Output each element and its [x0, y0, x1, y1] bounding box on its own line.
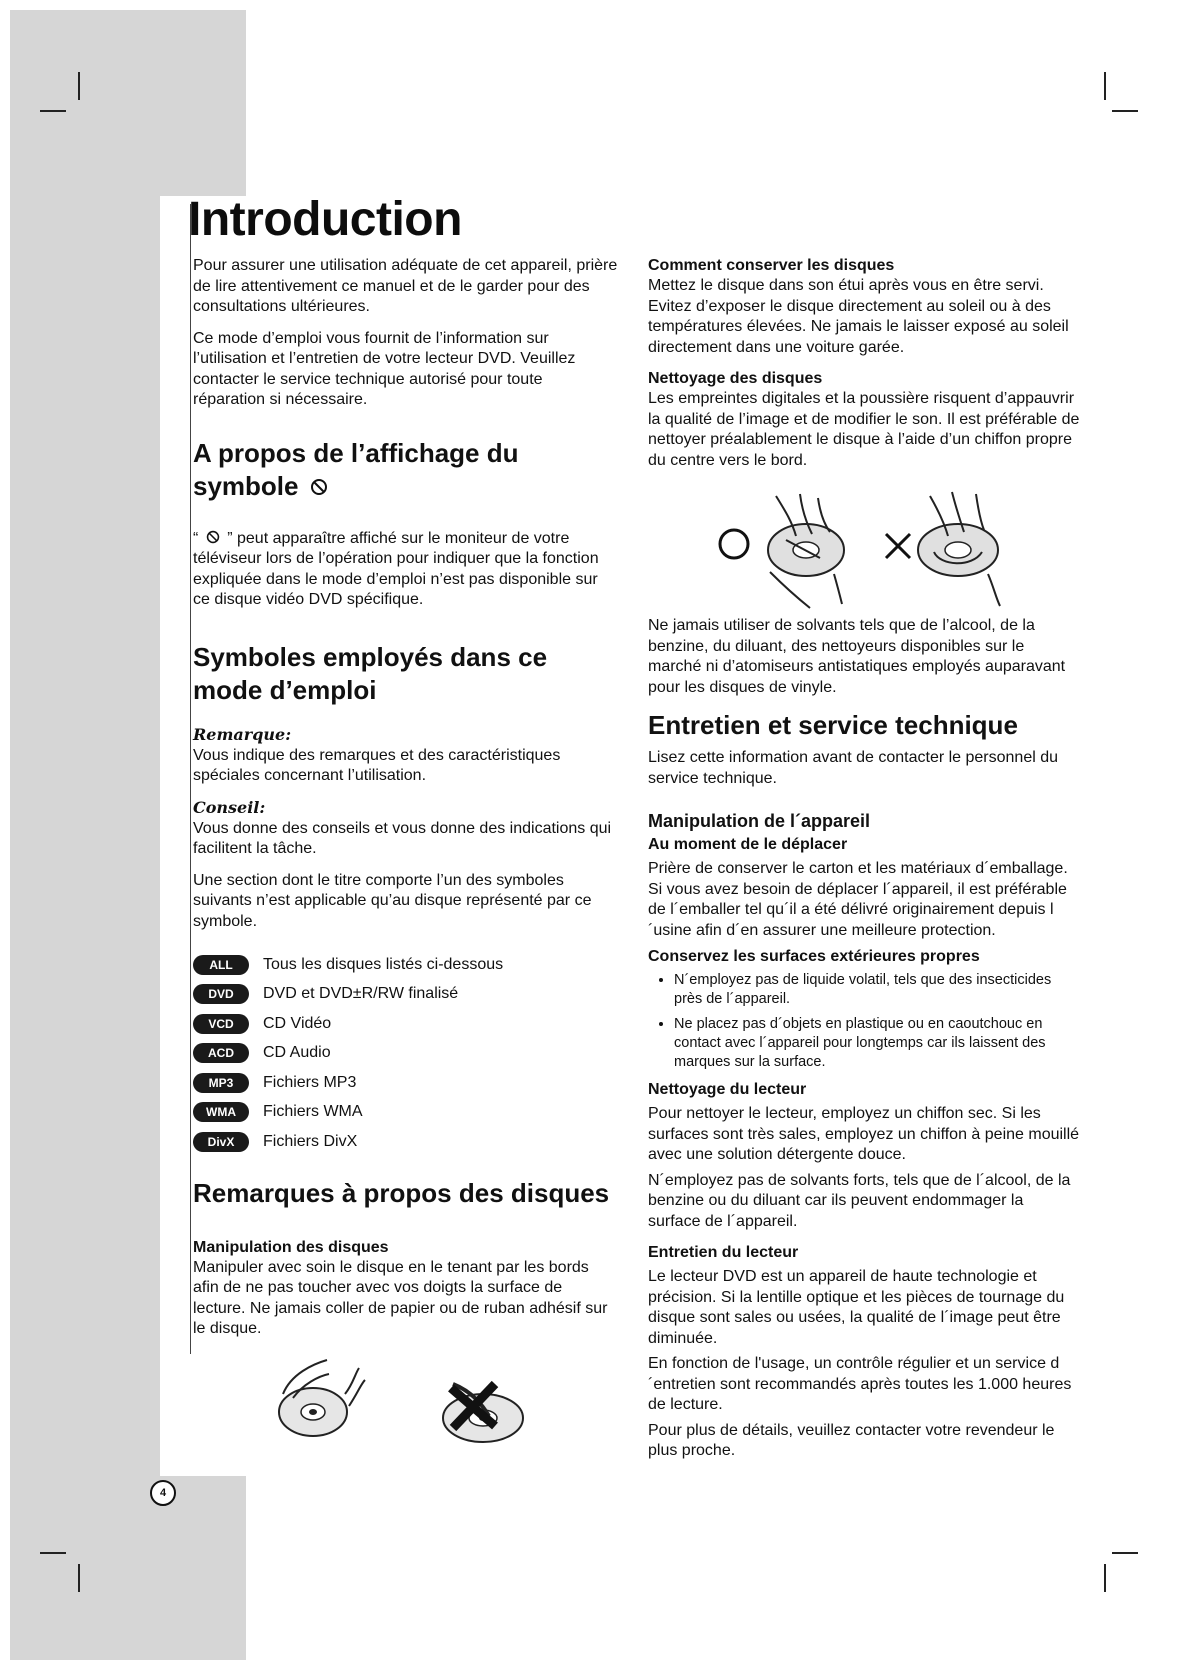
- nettoyage-disques-heading: Nettoyage des disques: [648, 370, 823, 387]
- conserver-paragraph: Mettez le disque dans son étui après vous en être servi. Evitez d’exposer le disque directement au soleil ou à des températures élevées. Ne jamais le laisser exposé au soleil directement dans une voiture garée.: [648, 277, 1069, 356]
- incorrect-cross-icon: [886, 534, 910, 558]
- right-column: [648, 256, 1080, 1473]
- intro-paragraph: Pour assurer une utilisation adéquate de cet appareil, prière de lire attentivement ce manuel et de le garder pour des consultations ultérieures.: [193, 257, 618, 315]
- deplacer-heading: Au moment de le déplacer: [648, 836, 848, 853]
- entretien-lecteur-heading: Entretien du lecteur: [648, 1244, 799, 1261]
- list-item: • Ne placez pas d´objets en plastique ou en caoutchouc en contact avec l´appareil pour longtemps car ils laissent des marques sur la surface.: [674, 1015, 1080, 1072]
- deplacer-paragraph: Prière de conserver le carton et les matériaux d´emballage. Si vous avez besoin de déplacer l´appareil, il est préférable de l´emballer tel qu´il a été délivré originairement depuis l´usine afin d´en assurer une meilleure protection.: [648, 860, 1068, 939]
- disc-radial-wipe-icon: [768, 494, 844, 608]
- heading-affichage-text: A propos de l’affichage du symbole: [193, 437, 519, 501]
- crop-mark: [78, 72, 80, 100]
- disc-badge-icon: MP3: [193, 1073, 249, 1093]
- prohibited-symbol-icon: [206, 530, 220, 544]
- gray-margin-left: [10, 186, 160, 1660]
- heading-affichage: [193, 437, 619, 503]
- disc-badge-icon: VCD: [193, 1014, 249, 1034]
- symbol-list: [193, 950, 619, 1157]
- crop-mark: [40, 1552, 66, 1554]
- nettoyage-disques-paragraph: Les empreintes digitales et la poussière risquent d’appauvrir la qualité de l’image et de modifier le son. Il est préférable de nettoyer préalablement le disque à l’aide d’un chiffon propre du centre vers le bord.: [648, 390, 1080, 469]
- intro-paragraph: Ce mode d’emploi vous fournit de l’information sur l’utilisation et l’entretien de votre lecteur DVD. Veuillez contacter le service technique autorisé pour toute réparation si nécessaire.: [193, 329, 576, 408]
- symbol-item: DVD DVD et DVD±R/RW finalisé: [193, 980, 619, 1010]
- page-number: 4: [150, 1480, 176, 1506]
- disc-badge-icon: WMA: [193, 1102, 249, 1122]
- disc-handling-illustration: [193, 1354, 613, 1450]
- nettoyage-lecteur-paragraph: Pour nettoyer le lecteur, employez un chiffon sec. Si les surfaces sont très sales, employez un chiffon à peine mouillé avec une solution détergente douce.: [648, 1105, 1080, 1163]
- entretien-lecteur-paragraph: Le lecteur DVD est un appareil de haute technologie et précision. Si la lentille optique et les pièces de tournage du disque sont sales ou usées, la qualité de l´image peut être diminuée.: [648, 1268, 1065, 1347]
- manip-disques-paragraph: Manipuler avec soin le disque en le tenant par les bords afin de ne pas toucher avec vos doigts la surface de lecture. Ne jamais coller de papier ou de ruban adhésif sur le disque.: [193, 1258, 608, 1337]
- crop-mark: [78, 1564, 80, 1592]
- heading-entretien: Entretien et service technique: [648, 710, 1018, 740]
- nettoyage-lecteur-paragraph: N´employez pas de solvants forts, tels que de l´alcool, de la benzine ou du diluant car ils peuvent endommager la surface de l´appareil.: [648, 1171, 1071, 1230]
- title-rule: [190, 204, 191, 1354]
- heading-symboles: Symboles employés dans ce mode d’emploi: [193, 641, 548, 705]
- symbol-item: VCD CD Vidéo: [193, 1009, 619, 1039]
- conseil-paragraph: Vous donne des conseils et vous donne des indications qui facilitent la tâche.: [193, 819, 612, 857]
- disc-badge-icon: ACD: [193, 1043, 249, 1063]
- symbol-item: MP3 Fichiers MP3: [193, 1068, 619, 1098]
- correct-circle-icon: [720, 530, 748, 558]
- entretien-lecteur-paragraph: En fonction de l'usage, un contrôle régulier et un service d´entretien sont recommandés après toutes les 1.000 heures de lecture.: [648, 1355, 1072, 1413]
- manip-appareil-heading: Manipulation de l´appareil: [648, 811, 871, 831]
- page-title: Introduction: [188, 193, 462, 246]
- list-item: • N´employez pas de liquide volatil, tels que des insecticides près de l´appareil.: [674, 971, 1080, 1009]
- gray-margin-top: [10, 10, 246, 196]
- conserver-heading: Comment conserver les disques: [648, 257, 895, 274]
- gray-margin-bottom: [10, 1476, 246, 1660]
- symbol-item: WMA Fichiers WMA: [193, 1098, 619, 1128]
- disc-held-by-edge-icon: [279, 1360, 365, 1436]
- affichage-paragraph: “ ” peut apparaître affiché sur le moniteur de votre téléviseur lors de l’opération pour indiquer que la fonction expliquée dans le mode d’emploi n’est pas disponible sur ce disque vidéo DVD spécifique.: [193, 529, 599, 608]
- crop-mark: [1112, 110, 1138, 112]
- surfaces-heading: Conservez les surfaces extérieures propres: [648, 948, 980, 965]
- nettoyage-lecteur-heading: Nettoyage du lecteur: [648, 1081, 807, 1098]
- disc-badge-icon: DivX: [193, 1132, 249, 1152]
- symbol-item: DivX Fichiers DivX: [193, 1127, 619, 1157]
- heading-remarques: Remarques à propos des disques: [193, 1177, 610, 1208]
- section-paragraph: Une section dont le titre comporte l’un des symboles suivants n’est applicable qu’au disque représenté par ce symbole.: [193, 871, 592, 930]
- disc-wrong-handling-icon: [443, 1384, 523, 1442]
- entretien-lecteur-paragraph: Pour plus de détails, veuillez contacter votre revendeur le plus proche.: [648, 1421, 1055, 1459]
- crop-mark: [40, 110, 66, 112]
- solvants-paragraph: Ne jamais utiliser de solvants tels que de l’alcool, de la benzine, du diluant, des nettoyeurs disponibles sur le marché ni d’atomiseurs antistatiques employés auparavant pour les disques de vinyle.: [648, 617, 1066, 696]
- prohibited-symbol-icon: [310, 478, 328, 496]
- manip-disques-heading: Manipulation des disques: [193, 1238, 389, 1256]
- entretien-paragraph: Lisez cette information avant de contacter le personnel du service technique.: [648, 749, 1059, 787]
- remarque-paragraph: Vous indique des remarques et des caractéristiques spéciales concernant l’utilisation.: [193, 746, 561, 784]
- remarque-heading: Remarque:: [193, 724, 292, 744]
- disc-badge-icon: ALL: [193, 955, 249, 975]
- surfaces-bullet-list: [648, 971, 1080, 1072]
- crop-mark: [1104, 1564, 1106, 1592]
- crop-mark: [1104, 72, 1106, 100]
- conseil-heading: Conseil:: [193, 797, 266, 817]
- symbol-item: ALL Tous les disques listés ci-dessous: [193, 950, 619, 980]
- disc-cleaning-illustration: [648, 482, 1080, 610]
- symbol-item: ACD CD Audio: [193, 1039, 619, 1069]
- disc-badge-icon: DVD: [193, 984, 249, 1004]
- disc-circular-wipe-icon: [918, 492, 1000, 606]
- crop-mark: [1112, 1552, 1138, 1554]
- left-column: [193, 256, 619, 1450]
